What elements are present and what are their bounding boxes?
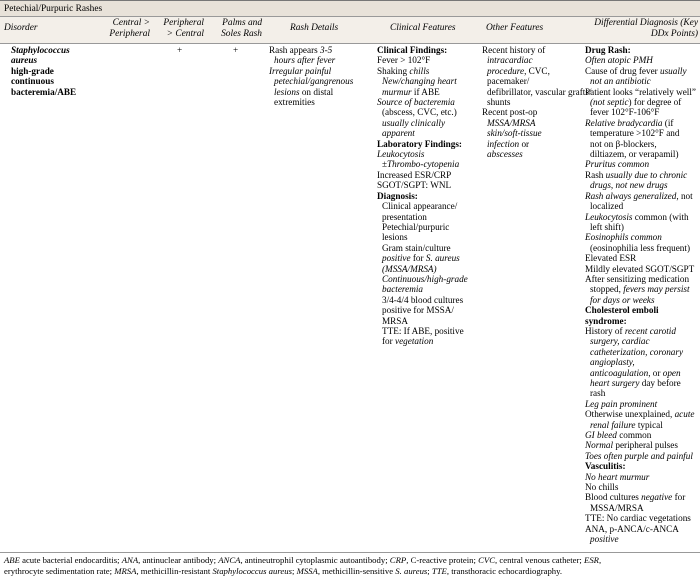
text-line: positive [590, 534, 619, 545]
text-line: temperature >102°F and [590, 128, 680, 139]
header-peripheral-central: Peripheral > Central [163, 18, 204, 39]
text-line: continuous [11, 76, 54, 87]
text-line: Toes often purple and painful [585, 450, 693, 461]
text-line: Clinical Findings: [377, 45, 448, 55]
column-header-row [0, 17, 700, 44]
text-line: angioplasty, [590, 357, 635, 368]
text-line: petechial/gangrenous [274, 76, 354, 87]
text-line: Recent history of [482, 45, 546, 55]
text-line: Increased ESR/CRP [377, 169, 452, 180]
text-line: bacteremia [382, 284, 423, 295]
text-line: Staphylococcus [11, 45, 70, 55]
text-line: No chills [585, 482, 619, 493]
text-line: rash [590, 388, 606, 399]
text-line: MSSA/MRSA [590, 502, 644, 513]
header-other-features: Other Features [486, 23, 544, 33]
text-line: (not septic) for degree of [590, 97, 682, 108]
text-line: SGOT/SGPT: WNL [377, 180, 452, 191]
text-line: Leg pain prominent [585, 398, 658, 409]
text-line: procedure, CVC, [487, 65, 550, 76]
text-line: Vasculitis: [585, 461, 626, 472]
header-palms-soles: Palms and Soles Rash [221, 18, 262, 39]
text-line: bacteremia/ABE [11, 86, 77, 97]
cell-peripheral-central: + [177, 45, 183, 55]
text-line: Laboratory Findings: [377, 138, 462, 149]
text-line: Irregular painful [269, 65, 332, 76]
text-line: localized [590, 201, 624, 212]
text-line: Drug Rash: [585, 45, 631, 55]
text-line: GI bleed common [585, 430, 652, 441]
text-line: syndrome: [585, 315, 627, 326]
cell-other-features [482, 45, 592, 160]
text-line: positive for MSSA/ [382, 305, 454, 316]
text-line: After sensitizing medication [585, 273, 690, 284]
text-line: Often atopic PMH [585, 55, 653, 66]
header-disorder: Disorder [4, 23, 38, 33]
text-line: anticoagulation, or open [590, 367, 681, 378]
text-line: Cholesterol emboli [585, 305, 659, 316]
table-bottom-rule [0, 552, 700, 553]
text-line: hours after fever [274, 55, 336, 66]
text-line: catheterization, coronary [590, 346, 684, 357]
text-line: murmur if ABE [382, 86, 440, 97]
text-line: high-grade [11, 65, 54, 76]
text-line: Rash always generalized, not [585, 190, 693, 201]
table-caption: Petechial/Purpuric Rashes [0, 0, 700, 17]
text-line: Patient looks “relatively well” [585, 86, 696, 97]
cell-clinical-features [377, 45, 479, 347]
text-line: surgery, cardiac [590, 336, 650, 347]
header-clinical-features: Clinical Features [390, 23, 456, 33]
text-line: MRSA [382, 315, 409, 326]
text-line: 3/4-4/4 blood cultures [382, 294, 464, 305]
text-line: Mildly elevated SGOT/SGPT [585, 263, 695, 274]
text-line: shunts [487, 97, 511, 108]
text-line: Rash appears 3-5 [269, 45, 333, 55]
text-line: ±Thrombo-cytopenia [382, 159, 460, 170]
header-differential-diagnosis: Differential Diagnosis (Key DDx Points) [594, 18, 698, 39]
text-line: apparent [382, 128, 415, 139]
text-line: Pruritus common [585, 159, 650, 170]
text-line: No heart murmur [585, 471, 650, 482]
text-line: Source of bacteremia [377, 97, 455, 108]
text-line: Rash usually due to chronic [585, 169, 688, 180]
text-line: extremities [274, 97, 315, 108]
cell-differential-diagnosis [585, 45, 698, 545]
text-line: usually clinically [382, 117, 446, 128]
text-line: Gram stain/culture [382, 242, 451, 253]
text-line: (MSSA/MRSA) [382, 263, 437, 274]
text-line: (abscess, CVC, etc.) [382, 107, 457, 118]
text-line: fever 102°F-106°F [590, 107, 660, 118]
text-line: presentation [382, 211, 427, 222]
text-line: lesions [382, 232, 408, 243]
text-line: Continuous/high-grade [382, 273, 468, 284]
text-line: stopped, fevers may persist [590, 284, 690, 295]
text-line: Cause of drug fever usually [585, 65, 687, 76]
text-line: drugs, not new drugs [590, 180, 668, 191]
header-central-peripheral: Central > Peripheral [109, 18, 150, 39]
text-line: pacemaker/ [487, 76, 530, 87]
text-line: Clinical appearance/ [382, 201, 458, 212]
text-line: (eosinophilia less frequent) [590, 242, 691, 253]
text-line: ANA, p-ANCA/c-ANCA [585, 523, 679, 534]
text-line: infection or [487, 138, 530, 149]
text-line: not an antibiotic [590, 76, 651, 87]
text-line: Diagnosis: [377, 190, 418, 201]
text-line: Leukocytosis [377, 149, 425, 160]
text-line: Elevated ESR [585, 253, 637, 264]
text-line: Petechial/purpuric [382, 221, 450, 232]
text-line: Shaking chills [377, 65, 430, 76]
text-line: renal failure typical [590, 419, 663, 430]
text-line: not on β-blockers, [590, 138, 657, 149]
text-line: Leukocytosis common (with [585, 211, 689, 222]
cell-palms-soles: + [233, 45, 239, 55]
text-line: Eosinophils common [585, 232, 662, 243]
text-line: Recent post-op [482, 107, 538, 118]
text-line: aureus [11, 55, 38, 66]
text-line: Blood cultures negative for [585, 492, 686, 503]
text-line: defibrillator, vascular grafts/ [487, 86, 592, 97]
text-line: TTE: No cardiac vegetations [585, 513, 691, 524]
text-line: New/changing heart [382, 76, 457, 87]
text-line: positive for S. aureus [382, 253, 460, 264]
cell-rash-details [269, 45, 371, 107]
text-line: skin/soft-tissue [487, 128, 542, 139]
text-line: lesions on distal [274, 86, 334, 97]
text-line: erythrocyte sedimentation rate; MRSA, methicillin-resistant Staphylococcus aureus; MSSA, methicillin-sensitive S. aureus; TTE, transthoracic echocardiography. [4, 566, 563, 577]
text-line: History of recent carotid [585, 325, 676, 336]
text-line: Otherwise unexplained, acute [585, 409, 695, 420]
text-line: Relative bradycardia (if [585, 117, 674, 128]
footnote [4, 555, 698, 577]
text-line: Fever > 102°F [377, 55, 431, 66]
header-rash-details: Rash Details [290, 23, 339, 33]
text-line: for vegetation [382, 336, 434, 347]
text-line: for days or weeks [590, 294, 655, 305]
text-line: Normal peripheral pulses [585, 440, 678, 451]
cell-disorder [11, 45, 93, 97]
text-line: TTE: If ABE, positive [382, 325, 464, 336]
text-line: ABE acute bacterial endocarditis; ANA, antinuclear antibody; ANCA, antineutrophil cytoplasmic autoantibody; CRP, C-reactive protein; CVC, central venous catheter; ESR, [4, 555, 602, 565]
text-line: diltiazem, or verapamil) [590, 149, 679, 160]
text-line: intracardiac [487, 55, 533, 66]
text-line: MSSA/MRSA [487, 117, 536, 128]
text-line: heart surgery day before [590, 378, 681, 388]
text-line: left shift) [590, 221, 624, 232]
text-line: abscesses [487, 149, 523, 160]
